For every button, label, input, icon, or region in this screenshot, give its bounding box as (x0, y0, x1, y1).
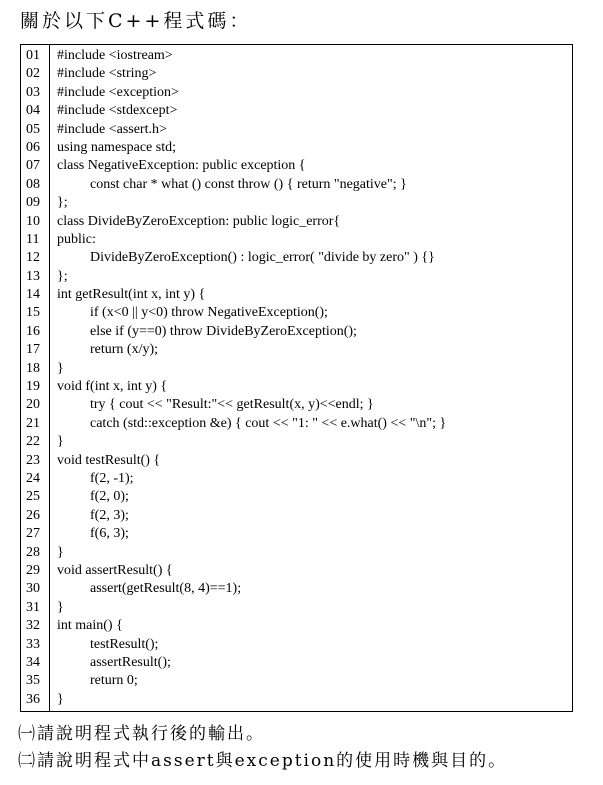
line-number: 01 (26, 48, 40, 63)
code-line (21, 396, 572, 414)
line-number: 14 (26, 287, 40, 303)
line-number: 22 (26, 434, 40, 450)
code-line (21, 654, 572, 672)
code-line (21, 580, 572, 598)
code-text: } (57, 599, 64, 615)
code-line (21, 231, 572, 249)
code-line (21, 672, 572, 690)
code-line (21, 341, 572, 359)
code-line (21, 636, 572, 654)
code-text: try { cout << "Result:"<< getResult(x, y)<<endl; } (90, 397, 374, 413)
line-number: 02 (26, 66, 40, 82)
code-text: catch (std::exception &e) { cout << "1: " << e.what() << "\n"; } (90, 415, 447, 431)
code-line (21, 47, 572, 65)
code-line (21, 488, 572, 506)
code-text: } (57, 434, 64, 450)
line-number: 30 (26, 581, 40, 597)
code-text: return 0; (90, 673, 138, 689)
code-line (21, 84, 572, 102)
code-text: } (57, 691, 64, 707)
code-line (21, 617, 572, 635)
line-number: 24 (26, 470, 40, 486)
code-text: return (x/y); (90, 342, 159, 358)
code-text: #include <stdexcept> (57, 103, 178, 119)
code-listing (20, 44, 573, 712)
code-text: testResult(); (90, 636, 159, 652)
line-number: 13 (26, 268, 40, 284)
code-text: #include <string> (57, 66, 157, 82)
code-line (21, 360, 572, 378)
line-number: 07 (26, 158, 40, 174)
line-number: 06 (26, 139, 40, 155)
code-line (21, 304, 572, 322)
line-number: 26 (26, 507, 40, 523)
code-text: if (x<0 || y<0) throw NegativeException(); (90, 305, 328, 321)
line-number: 23 (26, 452, 40, 468)
question-1: ㈠請說明程式執行後的輸出。 (18, 724, 265, 744)
code-text: const char * what () const throw () { return "negative"; } (90, 176, 407, 192)
line-number: 12 (26, 250, 40, 266)
code-lines (21, 47, 572, 709)
code-text: else if (y==0) throw DivideByZeroException(); (90, 323, 357, 339)
code-line (21, 102, 572, 120)
line-number: 21 (26, 415, 40, 431)
code-line (21, 213, 572, 231)
line-number: 31 (26, 599, 40, 615)
code-text: } (57, 544, 64, 560)
code-text: int getResult(int x, int y) { (57, 287, 206, 303)
line-number: 29 (26, 562, 40, 578)
code-text: class DivideByZeroException: public logic_error{ (57, 213, 341, 229)
code-text: public: (57, 231, 96, 247)
code-line (21, 176, 572, 194)
code-text: assert(getResult(8, 4)==1); (90, 581, 242, 597)
line-number: 36 (26, 691, 40, 707)
page-title: 關於以下C++程式碼： (20, 10, 252, 32)
line-number: 09 (26, 195, 40, 211)
line-number: 17 (26, 342, 40, 358)
code-line (21, 65, 572, 83)
line-number: 19 (26, 379, 40, 395)
question-2: ㈡請說明程式中assert與exception的使用時機與目的。 (18, 751, 508, 771)
code-text: f(2, 3); (90, 507, 129, 523)
code-text: int main() { (57, 618, 123, 634)
line-number: 33 (26, 636, 40, 652)
code-line (21, 139, 572, 157)
code-text: assertResult(); (90, 654, 171, 670)
line-number: 08 (26, 176, 40, 192)
code-line (21, 599, 572, 617)
code-text: void f(int x, int y) { (57, 379, 168, 395)
line-number: 32 (26, 618, 40, 634)
code-text: } (57, 360, 64, 376)
code-text: #include <iostream> (57, 48, 173, 63)
line-number: 20 (26, 397, 40, 413)
code-line (21, 323, 572, 341)
code-line (21, 415, 572, 433)
line-number: 04 (26, 103, 40, 119)
code-line (21, 121, 572, 139)
code-text: void assertResult() { (57, 562, 173, 578)
code-line (21, 452, 572, 470)
line-number: 10 (26, 213, 40, 229)
line-number: 16 (26, 323, 40, 339)
code-line (21, 544, 572, 562)
line-number: 27 (26, 526, 40, 542)
code-line (21, 433, 572, 451)
line-number: 05 (26, 121, 40, 137)
code-line (21, 249, 572, 267)
code-line (21, 691, 572, 709)
line-number: 15 (26, 305, 40, 321)
code-line (21, 194, 572, 212)
code-line (21, 268, 572, 286)
code-line (21, 157, 572, 175)
line-number: 18 (26, 360, 40, 376)
code-text: using namespace std; (57, 139, 176, 155)
code-text: void testResult() { (57, 452, 161, 468)
code-text: DivideByZeroException() : logic_error( "divide by zero" ) {} (90, 250, 435, 266)
code-text: f(2, 0); (90, 489, 129, 505)
code-line (21, 286, 572, 304)
code-text: f(6, 3); (90, 526, 129, 542)
line-number: 28 (26, 544, 40, 560)
line-number: 35 (26, 673, 40, 689)
code-line (21, 507, 572, 525)
code-text: }; (57, 268, 68, 284)
code-text: f(2, -1); (90, 470, 134, 486)
code-text: }; (57, 195, 68, 211)
code-text: #include <assert.h> (57, 121, 167, 137)
code-text: #include <exception> (57, 84, 179, 100)
code-line (21, 525, 572, 543)
code-line (21, 562, 572, 580)
line-number: 03 (26, 84, 40, 100)
line-number: 25 (26, 489, 40, 505)
line-number: 34 (26, 654, 40, 670)
code-line (21, 378, 572, 396)
code-text: class NegativeException: public exception { (57, 158, 306, 174)
code-line (21, 470, 572, 488)
line-number: 11 (26, 231, 40, 247)
